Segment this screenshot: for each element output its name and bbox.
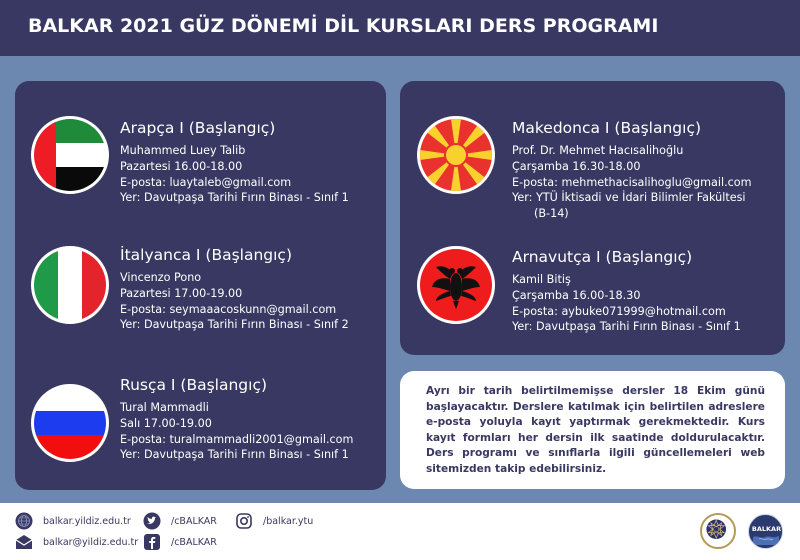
course-macedonian: [512, 118, 752, 222]
uae-flag-icon: [31, 116, 109, 194]
footer-website[interactable]: [15, 512, 131, 530]
course-albanian: [512, 247, 741, 335]
course-email[interactable]: E-posta: seymaaacoskunn@gmail.com: [120, 302, 337, 316]
footer-email-text: balkar@yildiz.edu.tr: [43, 536, 139, 548]
twitter-icon: [143, 512, 161, 530]
facebook-icon: [143, 533, 161, 551]
page-title: BALKAR 2021 GÜZ DÖNEMİ DİL KURSLARI DERS PROGRAMI: [28, 15, 659, 37]
course-location: Yer: Davutpaşa Tarihi Fırın Binası - Sınıf 1: [512, 320, 741, 334]
footer: [0, 503, 800, 560]
footer-email[interactable]: [15, 533, 138, 551]
course-instructor: Kamil Bitiş: [512, 273, 571, 286]
albania-flag-icon: [417, 246, 495, 324]
course-schedule: Pazartesi 16.00-18.00: [120, 159, 243, 173]
course-location: Yer: Davutpaşa Tarihi Fırın Binası - Sınıf 1: [120, 448, 349, 462]
course-instructor: Tural Mammadli: [120, 401, 209, 414]
page-header: [0, 0, 800, 56]
course-location-cont: (B-14): [534, 207, 569, 221]
footer-facebook-text: /cBALKAR: [171, 536, 217, 548]
course-arabic: [120, 118, 349, 206]
course-title: İtalyanca I (Başlangıç): [120, 246, 292, 264]
russia-flag-icon: [31, 384, 109, 462]
italy-flag-icon: [31, 246, 109, 324]
course-title: Arapça I (Başlangıç): [120, 119, 276, 137]
course-title: Makedonca I (Başlangıç): [512, 119, 702, 137]
footer-instagram[interactable]: [235, 512, 313, 530]
course-email[interactable]: E-posta: mehmethacisalihoglu@gmail.com: [512, 175, 752, 189]
globe-icon: [15, 512, 33, 530]
course-italian: [120, 245, 349, 333]
instagram-icon: [235, 512, 253, 530]
course-schedule: Çarşamba 16.00-18.30: [512, 288, 641, 302]
footer-twitter[interactable]: [143, 512, 217, 530]
info-note: [400, 371, 785, 489]
course-instructor: Muhammed Luey Talib: [120, 144, 246, 157]
envelope-icon: [15, 533, 33, 551]
balkar-logo: [748, 514, 783, 549]
course-schedule: Pazartesi 17.00-19.00: [120, 286, 243, 300]
course-schedule: Çarşamba 16.30-18.00: [512, 159, 641, 173]
course-title: Rusça I (Başlangıç): [120, 376, 268, 394]
course-email[interactable]: E-posta: turalmammadli2001@gmail.com: [120, 432, 354, 446]
north-macedonia-flag-icon: [417, 116, 495, 194]
course-instructor: Prof. Dr. Mehmet Hacısalihoğlu: [512, 144, 684, 157]
course-title: Arnavutça I (Başlangıç): [512, 248, 693, 266]
info-note-text: Ayrı bir tarih belirtilmemişse dersler 18 Ekim günü başlayacaktır. Derslere katılmak için belirtilen adreslere e-posta yoluyla kayıt yaptırmak gerekmektedir. Kurs kayıt formları her dersin ilk saatinde doldurulacaktır. Ders programı ve sınıflarla ilgili güncellemeleri web sitemizden takip edebilirsiniz.: [426, 385, 765, 475]
course-email[interactable]: E-posta: luaytaleb@gmail.com: [120, 175, 292, 189]
course-email[interactable]: E-posta: aybuke071999@hotmail.com: [512, 304, 726, 318]
course-instructor: Vincenzo Pono: [120, 271, 202, 284]
course-location: Yer: Davutpaşa Tarihi Fırın Binası - Sınıf 1: [120, 191, 349, 205]
footer-website-text: balkar.yildiz.edu.tr: [43, 515, 131, 527]
course-location: Yer: Davutpaşa Tarihi Fırın Binası - Sınıf 2: [120, 318, 349, 332]
footer-instagram-text: /balkar.ytu: [263, 515, 314, 527]
balkar-logo-text: BALKAR: [751, 525, 782, 533]
course-schedule: Salı 17.00-19.00: [120, 416, 212, 430]
footer-twitter-text: /cBALKAR: [171, 515, 217, 527]
yildiz-university-logo: [700, 513, 736, 549]
footer-facebook[interactable]: [143, 533, 217, 551]
course-russian: [120, 375, 353, 463]
course-location: Yer: YTÜ İktisadi ve İdari Bilimler Fakültesi: [512, 191, 746, 205]
